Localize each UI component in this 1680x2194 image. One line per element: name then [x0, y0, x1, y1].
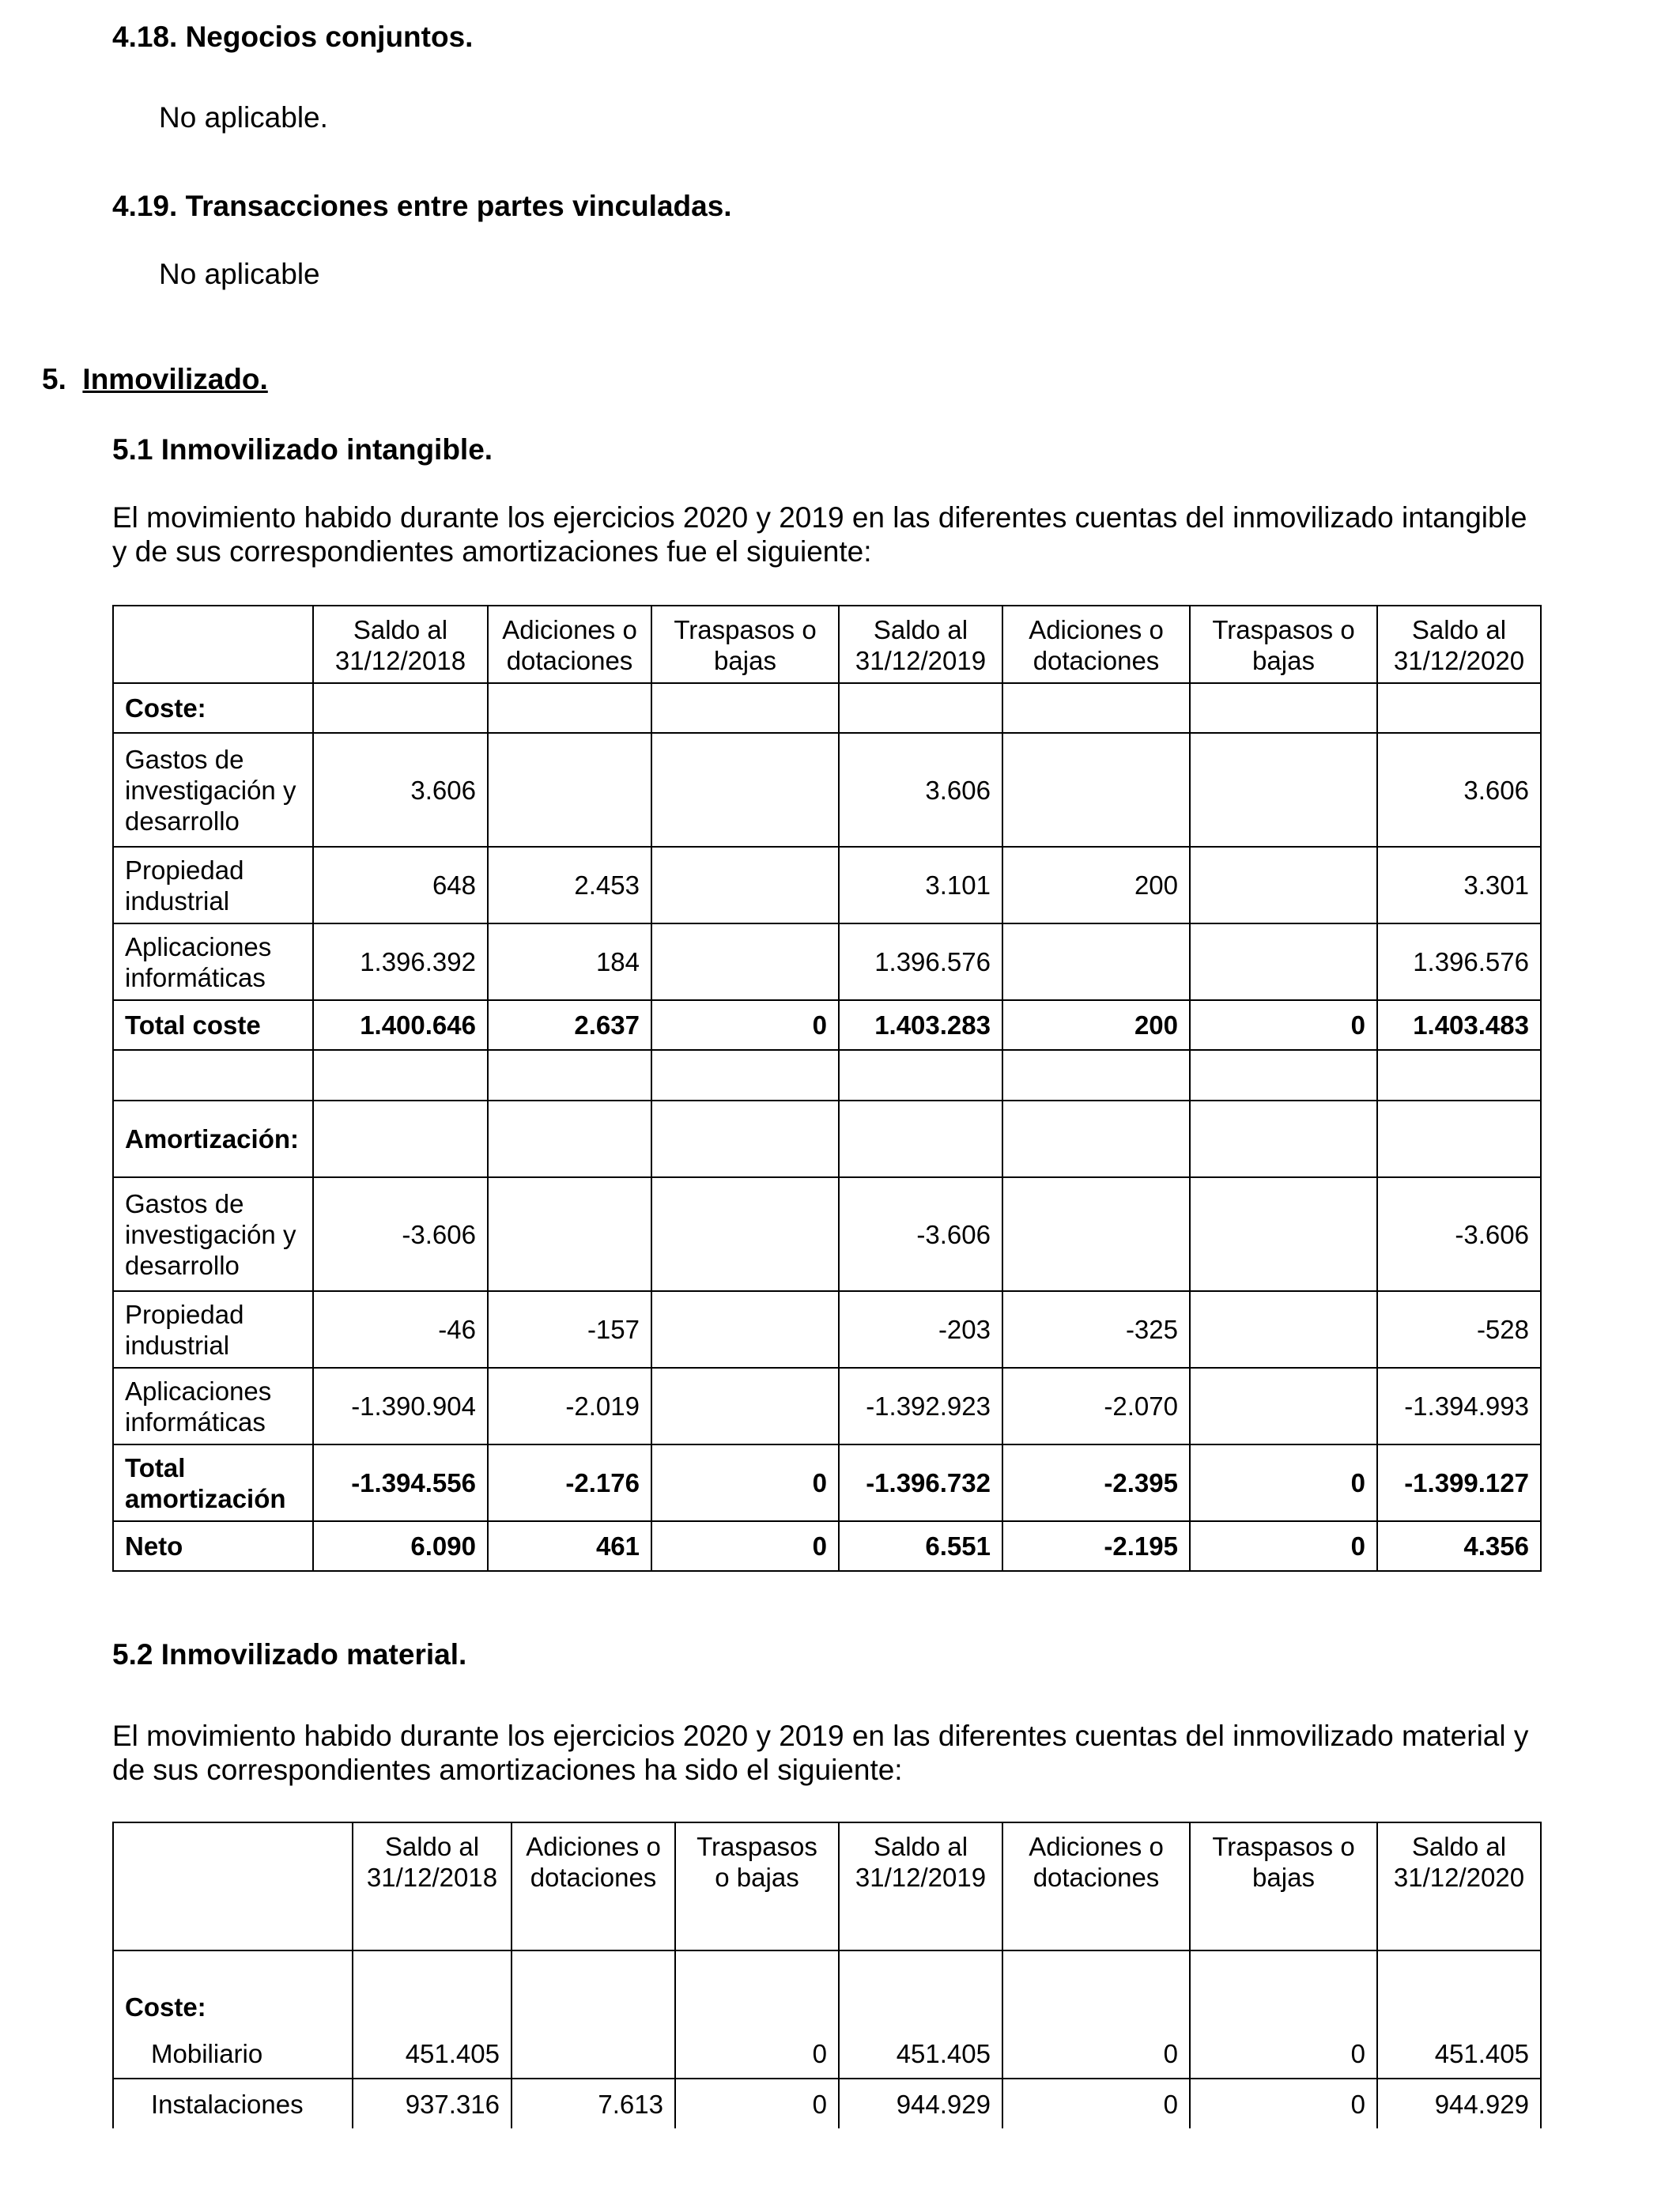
table-cell: -2.195	[1002, 1521, 1190, 1571]
table-cell	[1002, 1050, 1190, 1101]
table-cell	[1377, 1101, 1541, 1177]
column-header-line: Traspasos o	[1212, 1832, 1355, 1861]
intangible-assets-table	[112, 605, 1542, 1572]
column-header	[839, 606, 1002, 683]
table-cell	[1002, 1101, 1190, 1177]
table-cell: 3.301	[1377, 847, 1541, 923]
table-cell: -1.399.127	[1377, 1444, 1541, 1521]
table-cell: 1.403.483	[1377, 1000, 1541, 1050]
table-cell	[353, 1950, 512, 2029]
row-label-line: Total	[125, 1452, 186, 1482]
table-cell: 1.400.646	[313, 1000, 488, 1050]
table-cell: 4.356	[1377, 1521, 1541, 1571]
table-cell: 3.606	[839, 733, 1002, 847]
column-header	[1377, 606, 1541, 683]
column-header	[1002, 606, 1190, 683]
table-row	[113, 923, 1541, 1000]
column-header	[1377, 1822, 1541, 1950]
section-51-title: 5.1 Inmovilizado intangible.	[112, 433, 493, 466]
table-cell	[1190, 1368, 1377, 1444]
column-header-line: Saldo al	[873, 1832, 968, 1861]
table-row	[113, 1101, 1541, 1177]
row-label-line: desarrollo	[125, 1250, 240, 1280]
table-cell	[651, 923, 839, 1000]
section-418-title: 4.18. Negocios conjuntos.	[112, 21, 474, 53]
row-label-line: Coste:	[125, 1992, 206, 2022]
row-label-line: Total coste	[125, 1010, 261, 1040]
section-51-intro-line-2: y de sus correspondientes amortizaciones fue el siguiente:	[112, 535, 872, 568]
table-cell: 2.453	[488, 847, 651, 923]
column-header	[1190, 1822, 1377, 1950]
table-cell	[839, 1950, 1002, 2029]
table-cell: 0	[1190, 2079, 1377, 2128]
section-418-body: No aplicable.	[159, 101, 328, 134]
table-cell	[313, 1101, 488, 1177]
row-label-line: informáticas	[125, 1407, 266, 1437]
table-cell	[488, 1050, 651, 1101]
table-cell: 3.101	[839, 847, 1002, 923]
column-header-line: bajas	[714, 646, 776, 675]
table-cell: 937.316	[353, 2079, 512, 2128]
table-cell: 1.396.392	[313, 923, 488, 1000]
table-cell	[1377, 1950, 1541, 2029]
table-cell: 648	[313, 847, 488, 923]
column-header-line: 31/12/2018	[334, 646, 466, 675]
table-cell	[1190, 847, 1377, 923]
table-cell	[1002, 733, 1190, 847]
column-header-line: 31/12/2019	[855, 646, 987, 675]
section-52-title: 5.2 Inmovilizado material.	[112, 1638, 467, 1671]
column-header-line: Adiciones o	[1029, 1832, 1164, 1861]
table-cell	[1190, 1291, 1377, 1368]
table-cell	[1002, 923, 1190, 1000]
column-header-line: Adiciones o	[526, 1832, 661, 1861]
column-header-line: dotaciones	[1033, 646, 1160, 675]
row-label	[113, 733, 313, 847]
table-cell: 184	[488, 923, 651, 1000]
table-cell: 0	[675, 2079, 839, 2128]
table-cell: 6.551	[839, 1521, 1002, 1571]
row-label-line: investigación y	[125, 1219, 296, 1249]
row-label	[113, 1444, 313, 1521]
table-cell: 0	[1190, 2029, 1377, 2079]
table-cell: 1.403.283	[839, 1000, 1002, 1050]
row-label	[113, 683, 313, 733]
section-5-number: 5.	[42, 363, 66, 395]
table-row	[113, 1000, 1541, 1050]
column-header-line: Traspasos	[697, 1832, 817, 1861]
column-header-line: 31/12/2018	[366, 1863, 498, 1892]
section-51-intro-line-1: El movimiento habido durante los ejercicios 2020 y 2019 en las diferentes cuentas del inmovilizado intangible	[112, 501, 1527, 534]
column-header	[353, 1822, 512, 1950]
section-52-intro-line-2: de sus correspondientes amortizaciones ha sido el siguiente:	[112, 1754, 903, 1786]
table-cell: -2.176	[488, 1444, 651, 1521]
row-label-line: Gastos de	[125, 744, 244, 774]
table-cell	[1002, 1950, 1190, 2029]
row-label	[113, 1521, 313, 1571]
table-cell: 2.637	[488, 1000, 651, 1050]
table-row	[113, 2079, 1541, 2128]
row-label	[113, 1177, 313, 1291]
table-cell	[512, 1950, 675, 2029]
table-cell	[651, 1050, 839, 1101]
table-cell: -2.019	[488, 1368, 651, 1444]
table-cell	[1190, 1950, 1377, 2029]
column-header	[313, 606, 488, 683]
row-label-line: Amortización:	[125, 1124, 300, 1154]
row-label	[113, 2029, 353, 2079]
table-cell	[1377, 683, 1541, 733]
table-cell	[651, 1291, 839, 1368]
column-header-line: Saldo al	[873, 615, 968, 644]
column-header-line: dotaciones	[1033, 1863, 1160, 1892]
table-cell	[651, 733, 839, 847]
table-row	[113, 1444, 1541, 1521]
table-cell: 6.090	[313, 1521, 488, 1571]
table-row	[113, 1050, 1541, 1101]
column-header-line: bajas	[1252, 646, 1315, 675]
tangible-assets-table	[112, 1822, 1542, 2128]
table-cell: 0	[651, 1444, 839, 1521]
section-5-title: Inmovilizado.	[82, 363, 268, 395]
row-label-line: industrial	[125, 886, 230, 916]
section-51-intro	[112, 500, 1662, 568]
column-header	[839, 1822, 1002, 1950]
row-label-line: Neto	[125, 1531, 183, 1561]
row-label-line: investigación y	[125, 775, 296, 805]
row-label-line: amortización	[125, 1483, 286, 1513]
column-header-line: Saldo al	[1411, 615, 1507, 644]
table-cell: 451.405	[1377, 2029, 1541, 2079]
table-cell: -3.606	[839, 1177, 1002, 1291]
row-label	[113, 1000, 313, 1050]
row-label-line: industrial	[125, 1330, 230, 1360]
table-cell: 3.606	[1377, 733, 1541, 847]
row-label-line: Gastos de	[125, 1188, 244, 1218]
table-cell	[839, 1101, 1002, 1177]
column-header-line: bajas	[1252, 1863, 1315, 1892]
table-cell: 0	[1190, 1444, 1377, 1521]
section-52-intro	[112, 1719, 1662, 1787]
column-header	[651, 606, 839, 683]
table-cell: 944.929	[1377, 2079, 1541, 2128]
table-cell: -1.396.732	[839, 1444, 1002, 1521]
column-header-line: Saldo al	[353, 615, 448, 644]
row-label-line: Propiedad	[125, 855, 244, 885]
section-419-title: 4.19. Transacciones entre partes vinculadas.	[112, 190, 732, 222]
table-cell: 0	[1002, 2079, 1190, 2128]
table-cell	[651, 847, 839, 923]
table-cell: 7.613	[512, 2079, 675, 2128]
table-cell: 451.405	[353, 2029, 512, 2079]
table-cell: -1.392.923	[839, 1368, 1002, 1444]
row-label-line: informáticas	[125, 962, 266, 992]
table-cell: -46	[313, 1291, 488, 1368]
table-cell: 0	[1190, 1521, 1377, 1571]
table-header-row	[113, 1822, 1541, 1950]
table-cell	[675, 1950, 839, 2029]
table-cell	[651, 1101, 839, 1177]
row-label	[113, 1950, 353, 2029]
table-cell	[488, 733, 651, 847]
table-row	[113, 1291, 1541, 1368]
table-row	[113, 2029, 1541, 2079]
table-cell: 1.396.576	[839, 923, 1002, 1000]
table-cell	[512, 2029, 675, 2079]
table-cell	[1190, 733, 1377, 847]
row-label-line: Coste:	[125, 693, 206, 723]
table-cell: -2.070	[1002, 1368, 1190, 1444]
column-header-line: Saldo al	[384, 1832, 480, 1861]
table-cell: -528	[1377, 1291, 1541, 1368]
row-label-line: Aplicaciones	[125, 931, 272, 961]
table-cell: 451.405	[839, 2029, 1002, 2079]
table-cell: 944.929	[839, 2079, 1002, 2128]
column-header	[1002, 1822, 1190, 1950]
column-header	[113, 1822, 353, 1950]
table-cell	[1190, 683, 1377, 733]
column-header-line: Traspasos o	[674, 615, 817, 644]
table-row	[113, 1368, 1541, 1444]
row-label-line: Propiedad	[125, 1299, 244, 1329]
table-cell	[488, 1101, 651, 1177]
table-cell: -157	[488, 1291, 651, 1368]
row-label	[113, 1368, 313, 1444]
table-cell: 200	[1002, 847, 1190, 923]
table-cell: -3.606	[313, 1177, 488, 1291]
column-header	[488, 606, 651, 683]
column-header-line: 31/12/2020	[1393, 646, 1525, 675]
table-cell: -1.390.904	[313, 1368, 488, 1444]
column-header-line: Traspasos o	[1212, 615, 1355, 644]
row-label	[113, 923, 313, 1000]
table-cell	[651, 683, 839, 733]
table-cell	[313, 683, 488, 733]
table-cell	[1190, 1101, 1377, 1177]
column-header	[113, 606, 313, 683]
table-cell: -2.395	[1002, 1444, 1190, 1521]
table-row	[113, 1950, 1541, 2029]
column-header	[675, 1822, 839, 1950]
row-label-line: Aplicaciones	[125, 1376, 272, 1406]
table-cell: 0	[651, 1521, 839, 1571]
section-419-body: No aplicable	[159, 258, 320, 290]
column-header	[512, 1822, 675, 1950]
row-label	[113, 1050, 313, 1101]
table-cell	[839, 683, 1002, 733]
table-cell: 0	[1190, 1000, 1377, 1050]
column-header-line: o bajas	[715, 1863, 799, 1892]
section-52-intro-line-1: El movimiento habido durante los ejercicios 2020 y 2019 en las diferentes cuentas del inmovilizado material y	[112, 1720, 1529, 1752]
table-cell	[651, 1177, 839, 1291]
table-cell	[1190, 1050, 1377, 1101]
table-cell: -1.394.556	[313, 1444, 488, 1521]
table-cell	[1190, 923, 1377, 1000]
row-label-line: desarrollo	[125, 806, 240, 836]
table-cell: -325	[1002, 1291, 1190, 1368]
column-header-line: 31/12/2019	[855, 1863, 987, 1892]
table-cell: 3.606	[313, 733, 488, 847]
section-5-heading	[42, 361, 268, 398]
table-cell: -3.606	[1377, 1177, 1541, 1291]
table-cell: 0	[675, 2029, 839, 2079]
table-row	[113, 1521, 1541, 1571]
row-label-line: Mobiliario	[151, 2038, 263, 2068]
table-cell: 0	[651, 1000, 839, 1050]
table-cell: 200	[1002, 1000, 1190, 1050]
table-row	[113, 847, 1541, 923]
table-cell	[839, 1050, 1002, 1101]
table-cell	[651, 1368, 839, 1444]
table-row	[113, 733, 1541, 847]
table-row	[113, 683, 1541, 733]
column-header-line: Adiciones o	[502, 615, 637, 644]
table-cell: 461	[488, 1521, 651, 1571]
table-cell	[488, 1177, 651, 1291]
row-label	[113, 2079, 353, 2128]
row-label	[113, 1101, 313, 1177]
column-header-line: dotaciones	[506, 646, 633, 675]
column-header	[1190, 606, 1377, 683]
column-header-line: Saldo al	[1411, 1832, 1507, 1861]
row-label-line: Instalaciones	[151, 2089, 304, 2119]
table-cell	[1377, 1050, 1541, 1101]
table-row	[113, 1177, 1541, 1291]
table-cell	[1190, 1177, 1377, 1291]
column-header-line: dotaciones	[530, 1863, 657, 1892]
table-cell	[488, 683, 651, 733]
column-header-line: Adiciones o	[1029, 615, 1164, 644]
table-cell: 1.396.576	[1377, 923, 1541, 1000]
table-cell: 0	[1002, 2029, 1190, 2079]
column-header-line: 31/12/2020	[1393, 1863, 1525, 1892]
table-cell	[313, 1050, 488, 1101]
table-cell	[1002, 1177, 1190, 1291]
table-cell	[1002, 683, 1190, 733]
row-label	[113, 847, 313, 923]
table-cell: -203	[839, 1291, 1002, 1368]
row-label	[113, 1291, 313, 1368]
table-header-row	[113, 606, 1541, 683]
table-cell: -1.394.993	[1377, 1368, 1541, 1444]
